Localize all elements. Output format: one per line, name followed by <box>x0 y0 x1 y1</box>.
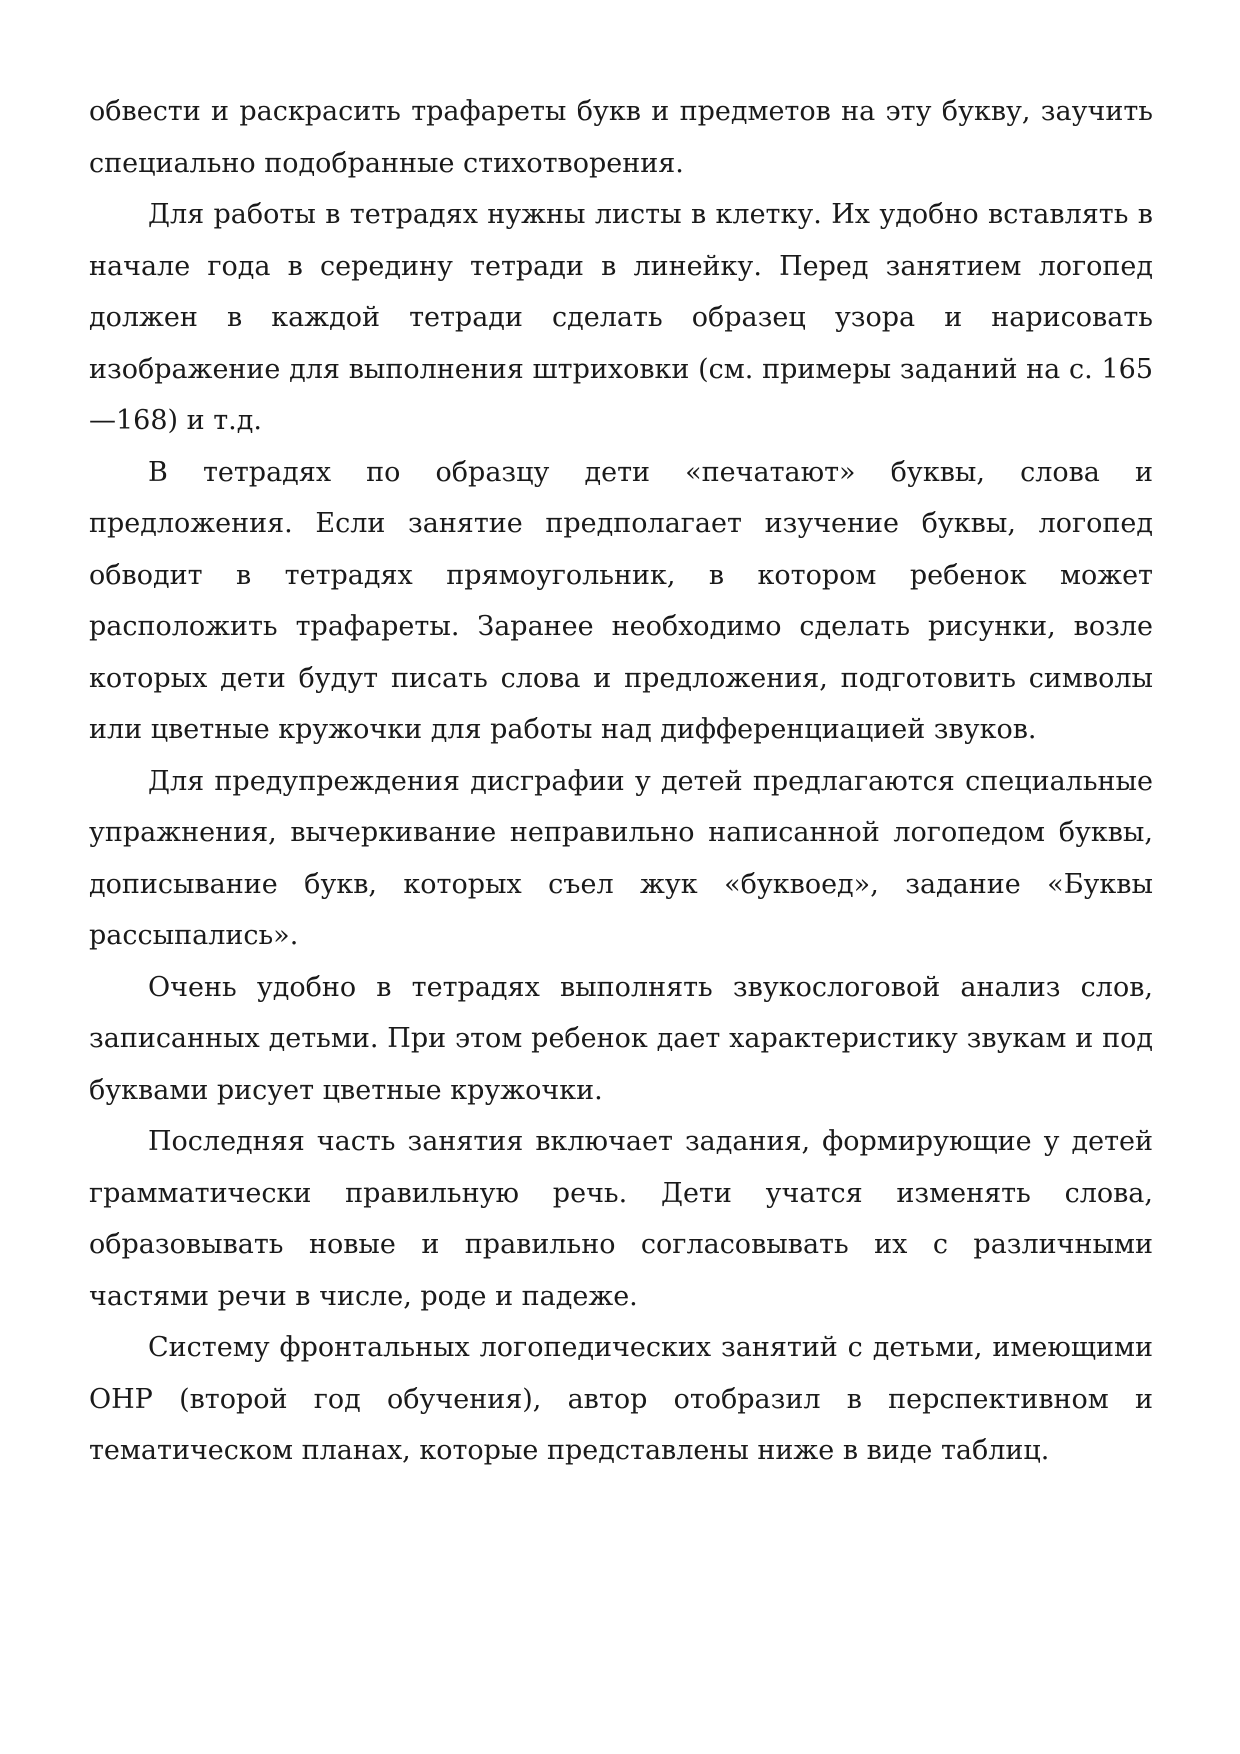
paragraph-7: Систему фронтальных логопедических занятий с детьми, имеющими ОНР (второй год обучения), автор отобразил в перспективном и тематическом планах, которые представлены ниже в виде таблиц. <box>89 1332 1153 1466</box>
paragraph-2: Для работы в тетрадях нужны листы в клетку. Их удобно вставлять в начале года в середину тетради в линейку. Перед занятием логопед должен в каждой тетради сделать образец узора и нарисовать изображение для выполнения штриховки (см. примеры заданий на с. 165—168) и т.д. <box>89 199 1153 436</box>
paragraph-5: Очень удобно в тетрадях выполнять звукослоговой анализ слов, записанных детьми. При этом ребенок дает характеристику звукам и под буквами рисует цветные кружочки. <box>89 971 1153 1106</box>
paragraph-1-continuation: обвести и раскрасить трафареты букв и предметов на эту букву, заучить специально подобранные стихотворения. <box>89 96 1153 179</box>
document-body <box>89 86 1153 1477</box>
paragraph-6: Последняя часть занятия включает задания, формирующие у детей грамматически правильную речь. Дети учатся изменять слова, образовывать новые и правильно согласовывать их с различными частями речи в числе, роде и падеже. <box>89 1126 1153 1312</box>
paragraph-4: Для предупреждения дисграфии у детей предлагаются специальные упражнения, вычеркивание неправильно написанной логопедом буквы, дописывание букв, которых съел жук «буквоед», задание «Буквы рассыпались». <box>89 765 1153 951</box>
paragraph-3: В тетрадях по образцу дети «печатают» буквы, слова и предложения. Если занятие предполагает изучение буквы, логопед обводит в тетрадях прямоугольник, в котором ребенок может расположить трафареты. Заранее необходимо сделать рисунки, возле которых дети будут писать слова и предложения, подготовить символы или цветные кружочки для работы над дифференциацией звуков. <box>89 456 1153 745</box>
